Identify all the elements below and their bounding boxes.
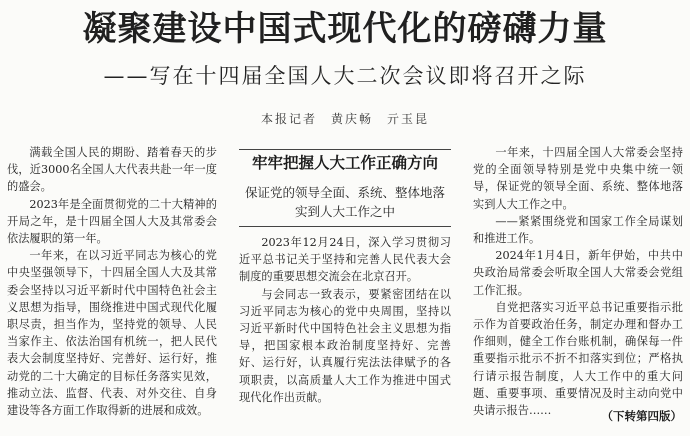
continuation-note: （下转第四版）: [601, 409, 682, 423]
section-rule-top: [239, 149, 451, 150]
section-rule-bottom: [239, 226, 451, 227]
paragraph: 一年来，在以习近平同志为核心的党中央坚强领导下，十四届全国人大及其常委会坚持以习近平新时代中国特色社会主义思想为指导，围绕推进中国式现代化履职尽责，担当作为，坚持党的领导、人民当家作主、依法治国有机统一，把人民代表大会制度坚持好、完善好、运行好，推动党的二十大确定的目标任务落实见效，推动立法、监督、代表、对外交往、自身建设等各方面工作取得新的进展和成效。: [7, 249, 217, 418]
article-column-1: [7, 144, 217, 419]
headline: 凝聚建设中国式现代化的磅礴力量: [82, 9, 608, 49]
paragraph: 2024年1月4日，新年伊始，中共中央政治局常委会听取全国人大常委会党组工作汇报。: [473, 249, 683, 297]
byline: 本报记者 黄庆畅 亓玉昆: [260, 112, 429, 126]
subheadline: ——写在十四届全国人大二次会议即将召开之际: [103, 64, 587, 88]
article-column-3: [473, 144, 683, 419]
section-title: 牢牢把握人大工作正确方向: [251, 154, 438, 172]
section-subtitle: 保证党的领导全面、系统、整体地落实到人大工作之中: [244, 185, 445, 219]
paragraph: 2023年是全面贯彻党的二十大精神的开局之年，是十四届全国人大及其常委会依法履职的第一年。: [7, 197, 217, 246]
paragraph: ——紧紧围绕党和国家工作全局谋划和推进工作。: [473, 214, 683, 246]
paragraph: 自党把落实习近平总书记重要指示批示作为首要政治任务，制定办理和督办工作细则，健全工作台账机制，确保每一件重要指示批示不折不扣落实到位；严格执行请示报告制度，人大工作中的重大问题、重要事项、重要情况及时主动向党中央请示报告……: [473, 300, 683, 418]
paragraph: 与会同志一致表示，要紧密团结在以习近平同志为核心的党中央周围，坚持以习近平新时代中国特色社会主义思想为指导，把国家根本政治制度坚持好、完善好、运行好，认真履行宪法法律赋予的各项职责，以高质量人大工作为推进中国式现代化作出贡献。: [239, 287, 451, 404]
paragraph: 一年来，十四届全国人大常委会坚持党的全面领导特别是党中央集中统一领导，保证党的领导全面、系统、整体地落实到人大工作之中。: [473, 146, 683, 211]
paragraph: 满载全国人民的期盼、踏着春天的步伐，近3000名全国人大代表共赴一年一度的盛会。: [7, 146, 217, 194]
article-column-2: [239, 234, 451, 406]
paragraph: 2023年12月24日，深入学习贯彻习近平总书记关于坚持和完善人民代表大会制度的重要思想交流会在北京召开。: [239, 236, 451, 284]
